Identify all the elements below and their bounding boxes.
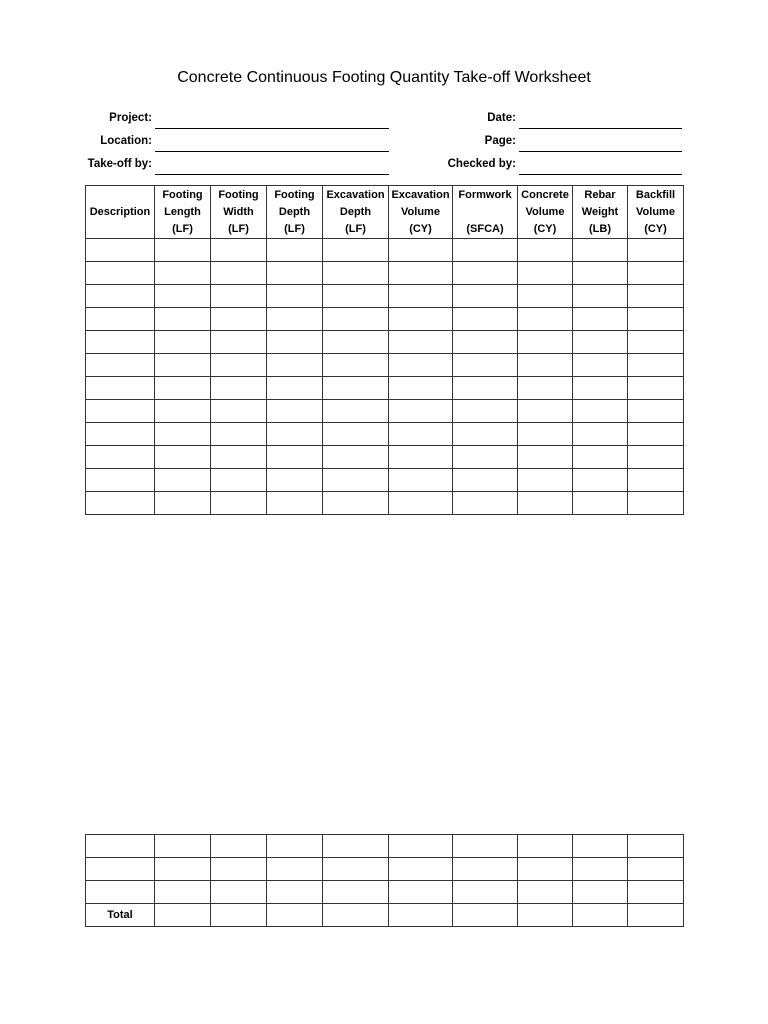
quantity-cell[interactable] <box>155 354 211 377</box>
description-cell[interactable] <box>86 262 155 285</box>
quantity-cell[interactable] <box>323 904 389 927</box>
quantity-cell[interactable] <box>155 469 211 492</box>
quantity-cell[interactable] <box>155 904 211 927</box>
takeoff-by-field[interactable] <box>155 174 389 175</box>
quantity-cell[interactable] <box>453 262 518 285</box>
quantity-cell[interactable] <box>155 262 211 285</box>
quantity-cell[interactable] <box>518 400 573 423</box>
column-header-line: (LF) <box>228 222 249 235</box>
quantity-cell[interactable] <box>453 835 518 858</box>
description-cell[interactable] <box>86 377 155 400</box>
quantity-cell[interactable] <box>453 858 518 881</box>
quantity-cell[interactable] <box>518 881 573 904</box>
quantity-cell[interactable] <box>155 308 211 331</box>
quantity-cell[interactable] <box>323 377 389 400</box>
column-header-line: (LF) <box>172 222 193 235</box>
quantity-cell[interactable] <box>267 400 323 423</box>
quantity-cell[interactable] <box>628 239 684 262</box>
quantity-cell[interactable] <box>211 308 267 331</box>
description-cell[interactable] <box>86 308 155 331</box>
quantity-cell[interactable] <box>573 881 628 904</box>
quantity-cell[interactable] <box>453 354 518 377</box>
quantity-cell[interactable] <box>267 262 323 285</box>
quantity-cell[interactable] <box>518 239 573 262</box>
page-field[interactable] <box>519 151 682 152</box>
quantity-cell[interactable] <box>267 835 323 858</box>
column-header-line: (LB) <box>589 222 611 235</box>
column-header-line: Length <box>164 205 201 218</box>
quantity-cell[interactable] <box>267 858 323 881</box>
table-row <box>86 469 684 492</box>
column-header-line: Volume <box>636 205 675 218</box>
table-row <box>86 262 684 285</box>
quantity-cell[interactable] <box>518 308 573 331</box>
location-label: Location: <box>100 135 152 147</box>
quantity-cell[interactable] <box>389 239 453 262</box>
quantity-cell[interactable] <box>211 331 267 354</box>
column-header <box>518 186 573 239</box>
quantity-cell[interactable] <box>573 858 628 881</box>
column-header-line: Excavation <box>326 188 385 201</box>
quantity-cell[interactable] <box>389 331 453 354</box>
description-cell[interactable] <box>86 354 155 377</box>
quantity-cell[interactable] <box>628 423 684 446</box>
quantity-cell[interactable] <box>267 331 323 354</box>
quantity-cell[interactable] <box>573 835 628 858</box>
quantity-cell[interactable] <box>389 400 453 423</box>
description-cell[interactable] <box>86 858 155 881</box>
quantity-cell[interactable] <box>573 400 628 423</box>
column-header <box>389 186 453 239</box>
quantity-cell[interactable] <box>453 469 518 492</box>
quantity-cell[interactable] <box>628 400 684 423</box>
column-header-line: (LF) <box>345 222 366 235</box>
quantity-cell[interactable] <box>453 331 518 354</box>
quantity-cell[interactable] <box>389 469 453 492</box>
quantity-cell[interactable] <box>211 835 267 858</box>
quantity-cell[interactable] <box>628 858 684 881</box>
quantity-cell[interactable] <box>267 881 323 904</box>
quantity-cell[interactable] <box>389 285 453 308</box>
quantity-cell[interactable] <box>628 285 684 308</box>
quantity-cell[interactable] <box>518 377 573 400</box>
quantity-cell[interactable] <box>389 881 453 904</box>
description-cell[interactable] <box>86 492 155 515</box>
quantity-cell[interactable] <box>389 354 453 377</box>
project-label: Project: <box>109 112 152 124</box>
quantity-cell[interactable] <box>518 331 573 354</box>
quantity-cell[interactable] <box>628 354 684 377</box>
column-header-line: Volume <box>401 205 440 218</box>
quantity-cell[interactable] <box>628 492 684 515</box>
total-row <box>86 904 684 927</box>
description-cell[interactable] <box>86 400 155 423</box>
quantity-cell[interactable] <box>323 835 389 858</box>
quantity-cell[interactable] <box>267 354 323 377</box>
quantity-cell[interactable] <box>389 835 453 858</box>
table-row <box>86 423 684 446</box>
column-header-line: Depth <box>278 205 311 218</box>
table-row <box>86 285 684 308</box>
quantity-cell[interactable] <box>573 285 628 308</box>
quantity-cell[interactable] <box>453 285 518 308</box>
checked-by-label: Checked by: <box>447 158 516 170</box>
column-header-line: Backfill <box>635 188 676 201</box>
quantity-cell[interactable] <box>628 308 684 331</box>
quantity-cell[interactable] <box>573 354 628 377</box>
quantity-cell[interactable] <box>453 239 518 262</box>
quantity-cell[interactable] <box>323 446 389 469</box>
description-cell[interactable] <box>86 469 155 492</box>
quantity-cell[interactable] <box>389 377 453 400</box>
quantity-cell[interactable] <box>518 285 573 308</box>
quantity-cell[interactable] <box>155 331 211 354</box>
quantity-cell[interactable] <box>323 423 389 446</box>
quantity-cell[interactable] <box>211 881 267 904</box>
quantity-cell[interactable] <box>389 858 453 881</box>
quantity-cell[interactable] <box>211 400 267 423</box>
column-header-line: Depth <box>339 205 372 218</box>
column-header-line: Concrete <box>521 188 569 201</box>
description-cell[interactable] <box>86 881 155 904</box>
quantity-cell[interactable] <box>323 308 389 331</box>
quantity-cell[interactable] <box>518 858 573 881</box>
quantity-cell[interactable] <box>323 881 389 904</box>
page-label: Page: <box>484 135 516 147</box>
quantity-cell[interactable] <box>211 492 267 515</box>
table-row <box>86 239 684 262</box>
column-header-line: (CY) <box>409 222 432 235</box>
quantity-cell[interactable] <box>211 239 267 262</box>
column-header <box>323 186 389 239</box>
quantity-cell[interactable] <box>389 446 453 469</box>
quantity-cell[interactable] <box>389 492 453 515</box>
column-header-line: Excavation <box>391 188 450 201</box>
quantity-cell[interactable] <box>155 446 211 469</box>
quantity-cell[interactable] <box>628 377 684 400</box>
quantity-cell[interactable] <box>628 904 684 927</box>
quantity-cell[interactable] <box>323 331 389 354</box>
table-row <box>86 492 684 515</box>
table-row <box>86 858 684 881</box>
quantity-cell[interactable] <box>323 400 389 423</box>
quantity-cell[interactable] <box>628 835 684 858</box>
column-header <box>267 186 323 239</box>
quantity-cell[interactable] <box>453 446 518 469</box>
quantity-cell[interactable] <box>389 423 453 446</box>
column-header-line: Width <box>223 205 254 218</box>
quantity-cell[interactable] <box>267 285 323 308</box>
quantity-cell[interactable] <box>155 285 211 308</box>
takeoff-by-label: Take-off by: <box>87 158 152 170</box>
quantity-table <box>85 185 684 515</box>
quantity-cell[interactable] <box>267 377 323 400</box>
column-header <box>453 186 518 239</box>
column-header <box>573 186 628 239</box>
table-row <box>86 308 684 331</box>
quantity-cell[interactable] <box>155 377 211 400</box>
quantity-cell[interactable] <box>211 285 267 308</box>
quantity-cell[interactable] <box>323 492 389 515</box>
quantity-cell[interactable] <box>155 492 211 515</box>
column-header-line <box>453 204 517 221</box>
column-header-line: (CY) <box>533 222 557 235</box>
date-label: Date: <box>487 112 516 124</box>
quantity-cell[interactable] <box>573 469 628 492</box>
quantity-cell[interactable] <box>211 858 267 881</box>
checked-by-field[interactable] <box>519 174 682 175</box>
quantity-cell[interactable] <box>267 904 323 927</box>
quantity-cell[interactable] <box>211 262 267 285</box>
column-header-line: Formwork <box>458 188 512 201</box>
quantity-cell[interactable] <box>573 446 628 469</box>
column-header <box>155 186 211 239</box>
column-header-line: Volume <box>525 205 565 218</box>
quantity-cell[interactable] <box>573 377 628 400</box>
quantity-cell[interactable] <box>323 239 389 262</box>
quantity-cell[interactable] <box>155 881 211 904</box>
table-row <box>86 446 684 469</box>
description-cell[interactable] <box>86 835 155 858</box>
quantity-cell[interactable] <box>323 354 389 377</box>
quantity-cell[interactable] <box>453 308 518 331</box>
quantity-cell[interactable] <box>211 904 267 927</box>
quantity-cell[interactable] <box>453 904 518 927</box>
quantity-cell[interactable] <box>628 881 684 904</box>
quantity-cell[interactable] <box>323 858 389 881</box>
column-header <box>86 186 155 239</box>
quantity-cell[interactable] <box>155 423 211 446</box>
date-field[interactable] <box>519 128 682 129</box>
table-row <box>86 881 684 904</box>
quantity-cell[interactable] <box>453 400 518 423</box>
column-header <box>628 186 684 239</box>
description-cell[interactable]: Total <box>86 904 155 927</box>
quantity-cell[interactable] <box>573 904 628 927</box>
quantity-cell[interactable] <box>211 423 267 446</box>
column-header-line: (SFCA) <box>466 222 504 235</box>
description-cell[interactable] <box>86 423 155 446</box>
table-row <box>86 400 684 423</box>
quantity-cell[interactable] <box>453 492 518 515</box>
column-header-line: (CY) <box>644 222 667 235</box>
quantity-cell[interactable] <box>323 285 389 308</box>
quantity-cell[interactable] <box>628 331 684 354</box>
quantity-cell[interactable] <box>211 469 267 492</box>
quantity-cell[interactable] <box>267 239 323 262</box>
column-header-line: Footing <box>218 188 259 201</box>
location-field[interactable] <box>155 151 389 152</box>
quantity-cell[interactable] <box>573 262 628 285</box>
quantity-cell[interactable] <box>518 354 573 377</box>
quantity-cell[interactable] <box>267 492 323 515</box>
quantity-cell[interactable] <box>518 469 573 492</box>
quantity-cell[interactable] <box>628 262 684 285</box>
quantity-cell[interactable] <box>211 354 267 377</box>
table-row <box>86 331 684 354</box>
quantity-cell[interactable] <box>573 308 628 331</box>
totals-table <box>85 834 684 927</box>
quantity-cell[interactable] <box>211 446 267 469</box>
quantity-cell[interactable] <box>453 377 518 400</box>
quantity-cell[interactable] <box>628 446 684 469</box>
quantity-cell[interactable] <box>518 262 573 285</box>
quantity-cell[interactable] <box>267 469 323 492</box>
description-cell[interactable] <box>86 239 155 262</box>
quantity-cell[interactable] <box>389 308 453 331</box>
quantity-cell[interactable] <box>323 262 389 285</box>
quantity-cell[interactable] <box>155 239 211 262</box>
column-header-line: Description <box>89 205 151 218</box>
quantity-cell[interactable] <box>267 446 323 469</box>
quantity-cell[interactable] <box>573 423 628 446</box>
header-row <box>86 186 684 239</box>
quantity-cell[interactable] <box>518 423 573 446</box>
quantity-cell[interactable] <box>573 331 628 354</box>
quantity-cell[interactable] <box>573 239 628 262</box>
quantity-cell[interactable] <box>155 400 211 423</box>
quantity-cell[interactable] <box>389 904 453 927</box>
description-cell[interactable] <box>86 331 155 354</box>
quantity-cell[interactable] <box>453 881 518 904</box>
table-row <box>86 835 684 858</box>
column-header <box>211 186 267 239</box>
quantity-cell[interactable] <box>267 308 323 331</box>
quantity-cell[interactable] <box>211 377 267 400</box>
quantity-cell[interactable] <box>323 469 389 492</box>
quantity-cell[interactable] <box>389 262 453 285</box>
project-field[interactable] <box>155 128 389 129</box>
description-cell[interactable] <box>86 446 155 469</box>
quantity-cell[interactable] <box>518 492 573 515</box>
column-header-line: Footing <box>274 188 315 201</box>
quantity-cell[interactable] <box>518 446 573 469</box>
table-row <box>86 377 684 400</box>
column-header-line: Footing <box>162 188 203 201</box>
quantity-cell[interactable] <box>267 423 323 446</box>
quantity-cell[interactable] <box>155 858 211 881</box>
table-row <box>86 354 684 377</box>
column-header-line: (LF) <box>284 222 305 235</box>
column-header-line: Weight <box>581 205 619 218</box>
quantity-cell[interactable] <box>518 904 573 927</box>
quantity-cell[interactable] <box>518 835 573 858</box>
quantity-cell[interactable] <box>155 835 211 858</box>
quantity-cell[interactable] <box>453 423 518 446</box>
worksheet-title: Concrete Continuous Footing Quantity Take-off Worksheet <box>177 69 591 86</box>
quantity-cell[interactable] <box>573 492 628 515</box>
column-header-line: Rebar <box>584 188 616 201</box>
quantity-cell[interactable] <box>628 469 684 492</box>
description-cell[interactable] <box>86 285 155 308</box>
